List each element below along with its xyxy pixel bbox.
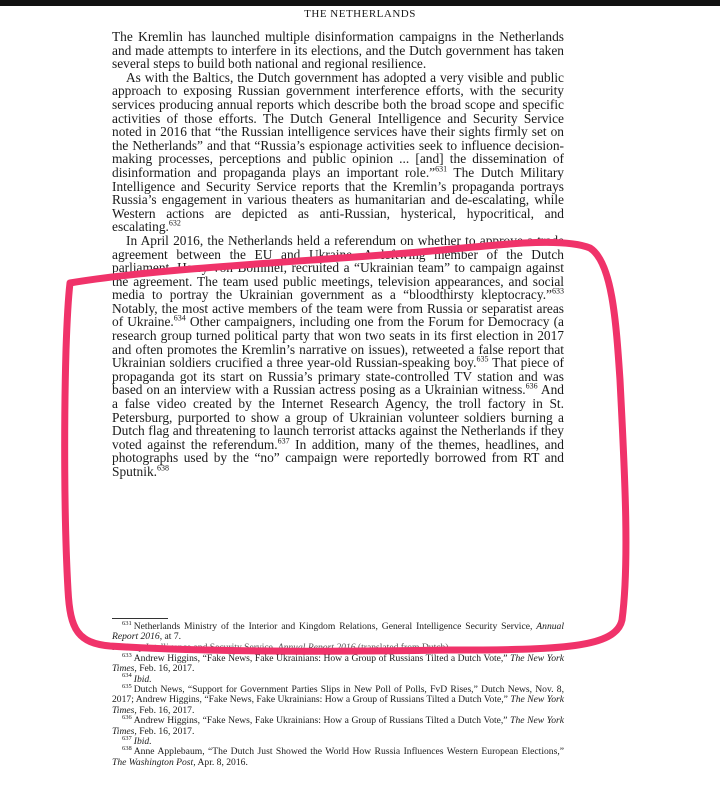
footnote-marker-633: 633 [552, 286, 564, 296]
footnote-rule [112, 618, 168, 619]
footnote-631-after: at 7. [162, 631, 182, 643]
footnote-632-text: Military Intelligence and Security Service, [112, 642, 278, 653]
footnote-631-text: Netherlands Ministry of the Interior and Kingdom Relations, General Intelligence Security Service, [133, 621, 537, 632]
footnote-marker-636: 636 [525, 381, 538, 391]
footnote-638-num: 638 [122, 745, 132, 753]
paragraph-1-text: The Kremlin has launched multiple disinformation campaigns in the Netherlands and made attempts to interfere in its elections, and the Dutch government has taken several steps to build both national and regional resilience. [112, 29, 564, 72]
footnote-632-obscured [112, 643, 564, 654]
footnote-636-italic: The New York Times, [112, 715, 564, 737]
page-header: THE NETHERLANDS [304, 8, 416, 20]
footnote-635-num: 635 [122, 682, 132, 690]
paragraph-3-seg-2: Notably, the most active members of the team were from Russia or separatist areas of Ukraine. [112, 300, 564, 330]
footnote-634-num: 634 [122, 672, 132, 680]
footnote-marker-632: 632 [168, 218, 181, 228]
footnote-632-italic: Annual Report 2016 [277, 642, 356, 653]
footnote-marker-637: 637 [277, 436, 290, 446]
footnote-633-text: Andrew Higgins, “Fake News, Fake Ukrainians: How a Group of Russians Tilted a Dutch Vote,” [133, 652, 511, 664]
paragraph-3-seg-3: Other campaigners, including one from the Forum for Democracy (a research group turned political party that won two seats in its first election in 2017 and often promotes the Kremlin’s narrative on issues), retweeted a false report that Ukrainian soldiers crucified a three year-old Russian-speaking boy. [112, 314, 564, 371]
footnote-633-num: 633 [122, 651, 132, 659]
footnote-636-text: Andrew Higgins, “Fake News, Fake Ukrainians: How a Group of Russians Tilted a Dutch Vote,” [133, 715, 511, 727]
paragraph-3-seg-6: In addition, many of the themes, headlines, and photographs used by the “no” campaign were reportedly borrowed from RT and Sputnik. [112, 436, 564, 479]
footnote-635 [112, 682, 564, 716]
paragraph-3-seg-5: And a false video created by the Internet Research Agency, the troll factory in St. Petersburg, purported to show a group of Ukrainian volunteer soldiers burning a Dutch flag and threatening to launch terrorist attacks against the Netherlands if they voted against the referendum. [112, 382, 564, 452]
footnote-635-after: Feb. 16, 2017. [136, 704, 195, 716]
paragraph-3 [112, 234, 564, 479]
footnote-636 [112, 716, 564, 737]
paragraph-2-text-a: As with the Baltics, the Dutch government has adopted a very visible and public approach to exposing Russian government interference efforts, with the security services producing annual reports which describe both the broad scope and specific activities of those efforts. The Dutch General Intelligence and Security Service noted in 2016 that “the Russian intelligence services have their sights firmly set on the Netherlands” and that “Russia’s espionage activities seek to influence decision-making processes, perceptions and public opinion ... [and] the dissemination of disinformation and propaganda plays an important role.” [112, 69, 564, 180]
footnote-638-italic: The Washington Post, [112, 756, 196, 768]
footnote-631-italic: Annual Report 2016, [112, 621, 564, 643]
footnote-631 [112, 619, 564, 643]
footnote-marker-635: 635 [476, 354, 489, 364]
top-dark-bar [0, 0, 720, 6]
footnote-635-text: Dutch News, “Support for Government Parties Slips in New Poll of Polls, FvD Rises,” Dutch News, Nov. 8, 2017; Andrew Higgins, “Fake News, Fake Ukrainians: How a Group of Russians Tilted a Dutch Vote,” [112, 684, 564, 706]
footnote-633-after: Feb. 16, 2017. [136, 663, 195, 675]
footnote-637-num: 637 [122, 734, 132, 742]
footnote-marker-634: 634 [173, 314, 186, 323]
paragraph-2 [112, 71, 564, 234]
paragraph-3-seg-4: That piece of propaganda got its start on Russia’s primary state-controlled TV station and was based on an interview with a Russian actress posing as a Ukrainian witness. [112, 355, 564, 398]
footnote-632-after: (translated from Dutch). [355, 642, 451, 653]
footnote-634-italic: Ibid. [133, 673, 152, 685]
footnote-636-after: Feb. 16, 2017. [136, 725, 195, 737]
body-text [112, 30, 564, 479]
footnote-637-italic: Ibid. [133, 736, 152, 748]
paragraph-1 [112, 30, 564, 71]
paragraph-2-text-b: The Dutch Military Intelligence and Security Service reports that the Kremlin’s propaganda portrays Russia’s engagement in various theaters as humanitarian and de-escalating, while Western actions are depicted as anti-Russian, hysterical, hypocritical, and escalating. [112, 164, 564, 235]
paragraph-3-seg-1: In April 2016, the Netherlands held a referendum on whether to approve a trade agreement between the EU and Ukraine. A leftwing member of the Dutch parliament, Harry von Bommel, recruited a “Ukrainian team” to campaign against the agreement. The team used public meetings, television appearances, and social media to portray the Ukrainian government as a “bloodthirsty kleptocracy.” [112, 232, 564, 303]
footnote-633-italic: The New York Times, [112, 652, 564, 675]
footnote-638-text: Anne Applebaum, “The Dutch Just Showed the World How Russia Influences Western European Elections,” [133, 746, 564, 758]
footnote-635-italic: The New York Times, [112, 694, 564, 716]
footnote-marker-631: 631 [435, 164, 448, 174]
footnote-636-num: 636 [122, 714, 132, 722]
footnote-marker-638: 638 [157, 463, 170, 473]
footnote-631-num: 631 [122, 619, 132, 627]
footnote-633 [112, 651, 564, 675]
footnote-638-after: Apr. 8, 2016. [195, 756, 248, 768]
footnote-638 [112, 747, 564, 768]
footnotes [112, 619, 564, 768]
